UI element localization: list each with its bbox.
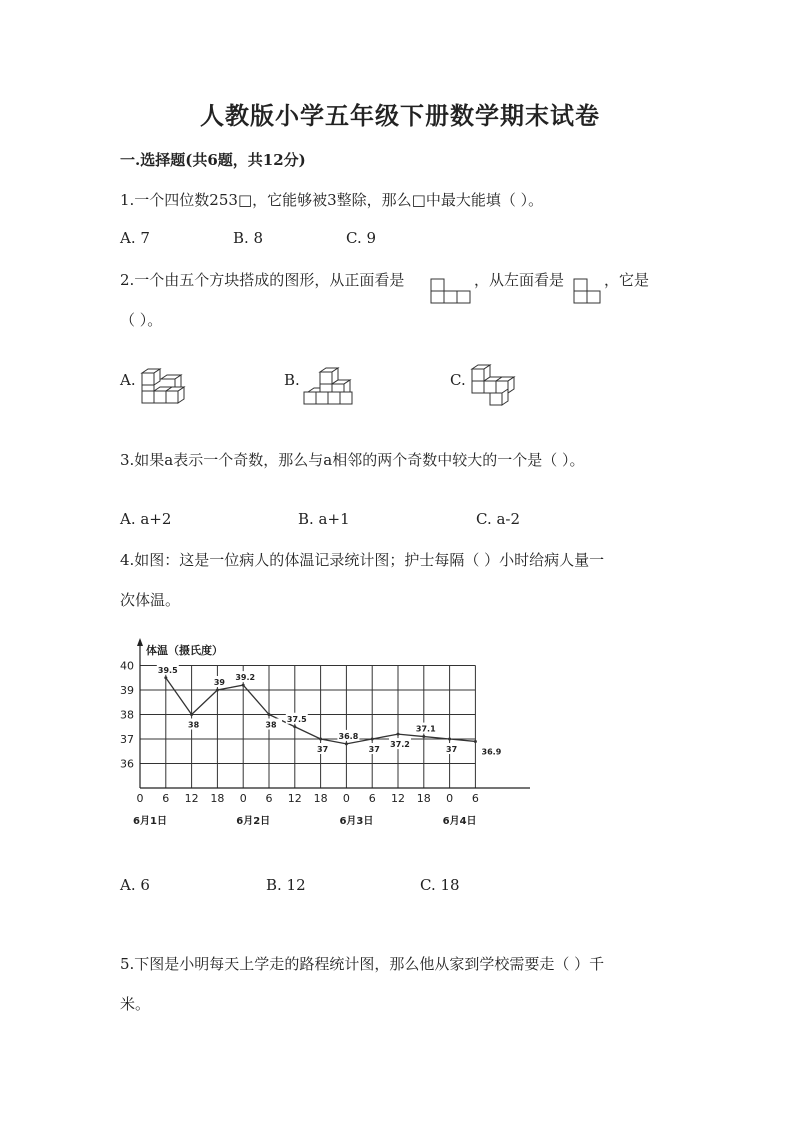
data-label: 39 bbox=[213, 678, 225, 687]
x-tick-label: 18 bbox=[210, 792, 225, 805]
date-label: 6月2日 bbox=[236, 816, 271, 827]
y-tick-label: 36 bbox=[120, 757, 134, 771]
data-label: 37 bbox=[368, 745, 380, 754]
temperature-chart-svg bbox=[110, 636, 530, 836]
y-tick-label: 40 bbox=[120, 659, 134, 673]
x-tick-label: 6 bbox=[368, 792, 376, 805]
data-point bbox=[422, 735, 425, 738]
data-label: 37 bbox=[446, 745, 458, 754]
date-label: 6月4日 bbox=[442, 816, 477, 827]
x-tick-label: 6 bbox=[471, 792, 479, 805]
data-point bbox=[397, 733, 400, 736]
question-1: 1.一个四位数253□，它能够被3整除，那么□中最大能填（ ）。 bbox=[120, 191, 544, 209]
q3-option-c: C. a-2 bbox=[476, 510, 521, 528]
data-label: 39.5 bbox=[157, 665, 178, 675]
y-tick-label: 39 bbox=[120, 684, 134, 697]
x-tick-label: 18 bbox=[416, 792, 431, 805]
data-point bbox=[345, 742, 348, 745]
q4-option-b: B. 12 bbox=[266, 876, 306, 894]
data-label: 38 bbox=[188, 720, 200, 730]
data-label: 37.5 bbox=[286, 714, 307, 724]
option-a-cube-figure bbox=[139, 367, 187, 407]
data-point bbox=[448, 738, 451, 741]
option-c-cube-figure bbox=[468, 363, 518, 407]
chart-title: 体温（摄氏度） bbox=[146, 644, 223, 657]
question-2-part-3: ，它是 bbox=[604, 271, 650, 289]
x-tick-label: 18 bbox=[313, 792, 328, 805]
x-tick-label: 0 bbox=[136, 792, 144, 805]
data-label: 39.2 bbox=[235, 673, 256, 683]
data-point bbox=[216, 689, 219, 692]
q2-option-b: B. bbox=[284, 371, 300, 389]
data-point bbox=[319, 738, 322, 741]
data-label: 37 bbox=[317, 745, 329, 754]
data-point bbox=[190, 713, 193, 716]
section-heading: 一.选择题(共6题，共12分) bbox=[120, 151, 306, 169]
question-4-line-2: 次体温。 bbox=[120, 591, 181, 609]
q4-option-c: C. 18 bbox=[420, 876, 460, 894]
page-title: 人教版小学五年级下册数学期末试卷 bbox=[200, 101, 600, 130]
data-point bbox=[371, 738, 374, 741]
data-label: 37.1 bbox=[415, 724, 436, 734]
x-tick-label: 12 bbox=[184, 792, 199, 805]
data-label: 37.2 bbox=[390, 740, 410, 750]
data-point bbox=[474, 740, 477, 743]
question-4-line-1: 4.如图：这是一位病人的体温记录统计图；护士每隔（ ）小时给病人量一 bbox=[120, 551, 605, 569]
front-view-figure bbox=[430, 278, 472, 304]
q3-option-b: B. a+1 bbox=[298, 510, 350, 528]
question-5-line-2: 米。 bbox=[120, 995, 151, 1013]
question-2-part-1: 2.一个由五个方块搭成的图形，从正面看是 bbox=[120, 271, 405, 289]
data-label: 36.9 bbox=[481, 747, 502, 757]
date-label: 6月3日 bbox=[339, 816, 374, 827]
data-label: 36.8 bbox=[338, 731, 359, 741]
y-axis-arrow bbox=[137, 638, 143, 646]
x-tick-label: 6 bbox=[162, 792, 170, 805]
question-2-part-4: （ ）。 bbox=[120, 311, 163, 329]
date-label: 6月1日 bbox=[133, 816, 167, 827]
x-tick-label: 6 bbox=[265, 792, 273, 805]
data-label: 38 bbox=[265, 720, 277, 730]
option-b-cube-figure bbox=[302, 364, 356, 408]
data-point bbox=[164, 676, 167, 679]
q3-option-a: A. a+2 bbox=[120, 510, 172, 528]
q2-option-a: A. bbox=[120, 371, 136, 389]
q4-option-a: A. 6 bbox=[120, 876, 150, 894]
left-view-figure bbox=[573, 278, 603, 304]
x-tick-label: 0 bbox=[239, 792, 247, 805]
x-tick-label: 12 bbox=[391, 792, 405, 805]
q1-option-b: B. 8 bbox=[233, 229, 264, 247]
question-2-part-2: ，从左面看是 bbox=[474, 271, 565, 289]
q2-option-c: C. bbox=[450, 371, 466, 389]
temperature-chart bbox=[110, 636, 530, 836]
x-tick-label: 0 bbox=[342, 792, 350, 805]
data-point bbox=[268, 713, 271, 716]
y-tick-label: 37 bbox=[120, 733, 134, 746]
x-tick-label: 0 bbox=[446, 792, 454, 805]
data-point bbox=[242, 684, 245, 687]
q1-option-a: A. 7 bbox=[120, 229, 150, 247]
question-3: 3.如果a表示一个奇数，那么与a相邻的两个奇数中较大的一个是（ ）。 bbox=[120, 451, 585, 469]
q1-option-c: C. 9 bbox=[346, 229, 377, 247]
data-point bbox=[293, 725, 296, 728]
x-tick-label: 12 bbox=[287, 792, 302, 805]
y-tick-label: 38 bbox=[120, 708, 134, 722]
question-5-line-1: 5.下图是小明每天上学走的路程统计图，那么他从家到学校需要走（ ）千 bbox=[120, 955, 605, 973]
